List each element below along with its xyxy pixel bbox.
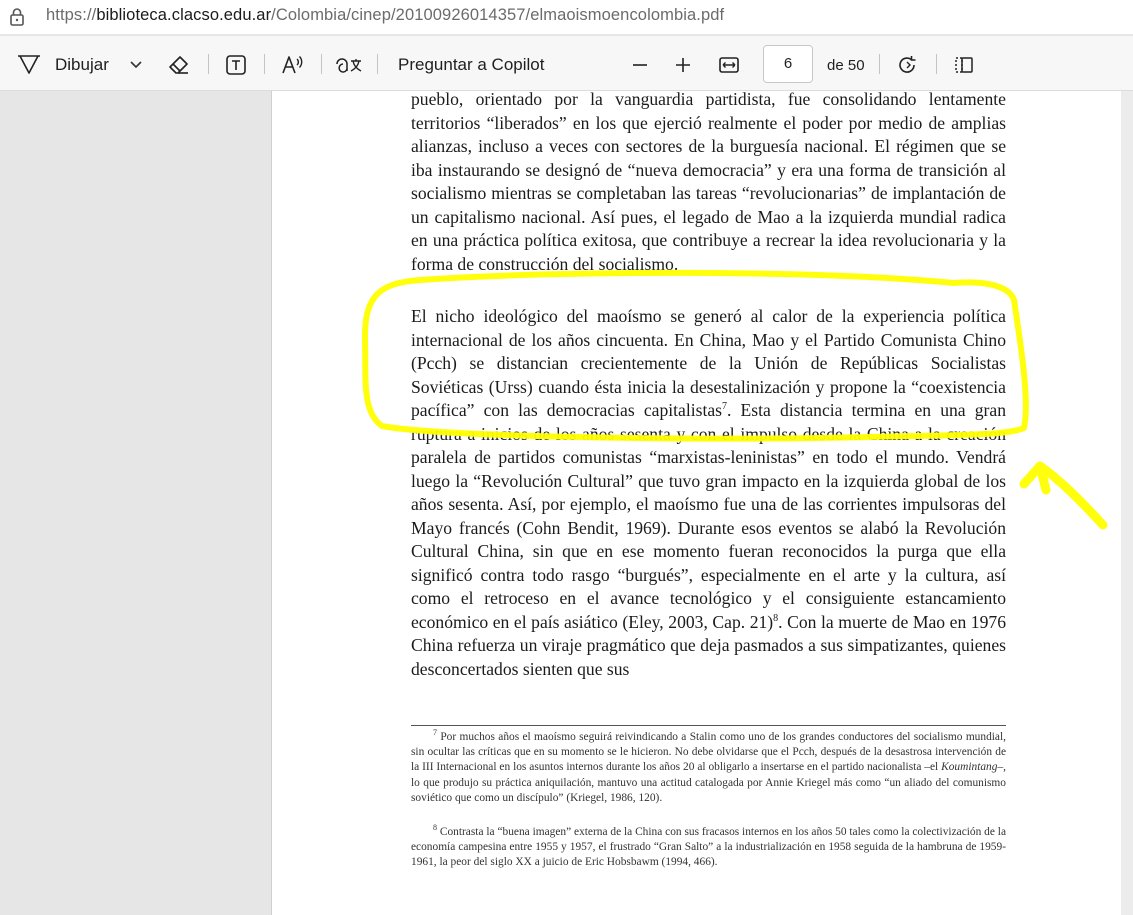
paragraph-2 — [411, 305, 1006, 681]
footnote-divider — [411, 725, 1006, 726]
draw-button-label[interactable]: Dibujar — [55, 55, 109, 74]
paragraph-1: pueblo, orientado por la vanguardia partidista, fue consolidando lentamente territorios “liberados” en los que ejerció realmente el poder por medio de amplias alianzas, incluso a veces con sectores de la burguesía nacional. El régimen que se iba instaurando se designó de “nueva democracia” y era una forma de transición al socialismo mientras se completaban las tareas “revolucionarias” de implantación de un capitalismo nacional. Así pues, el legado de Mao a la izquierda mundial radica en una práctica política exitosa, que contribuye a recrear la idea revolucionaria y la forma de construcción del socialismo. — [411, 89, 1006, 274]
url-path: /Colombia/cinep/20100926014357/elmaoismoencolombia.pdf — [271, 6, 725, 24]
paragraph-2-text-b: . Esta distancia termina en una gran ruptura a inicios de los años sesenta y con el impulso desde la China a la creación paralela de partidos comunistas “marxistas-leninistas” en todo el mundo. Vendrá luego la “Revolución Cultural” que tuvo gran impacto en la izquierda global de los años sesenta. Así, por ejemplo, el maoísmo fue una de las corrientes impulsoras del Mayo francés (Cohn Bendit, 1969). Durante esos eventos se alabó la Revolución Cultural China, sin que en ese momento fueran reconocidos la purga que ella significó contra todo rasgo “burgués”, especialmente en el arte y la cultura, así como el retroceso en el avance tecnológico y el consiguiente estancamiento económico en el país asiático (Eley, 2003, Cap. 21) — [411, 400, 1006, 632]
toolbar-separator — [208, 54, 209, 74]
url-prefix: https:// — [46, 6, 97, 24]
chevron-down-icon[interactable] — [126, 56, 146, 74]
footnote-7-number: 7 — [433, 728, 437, 738]
footnote-8-number: 8 — [433, 823, 437, 833]
rotate-icon[interactable] — [893, 51, 921, 79]
page-number-input[interactable]: 6 — [763, 45, 813, 83]
footnote-7 — [411, 730, 1006, 806]
toolbar-separator — [264, 54, 265, 74]
footnote-7-emphasis: Koumintang — [941, 761, 998, 774]
zoom-out-icon[interactable] — [626, 51, 654, 79]
lock-icon[interactable] — [8, 7, 26, 27]
pdf-page[interactable] — [271, 91, 1122, 915]
paragraph-2-text-c: . Con la muerte de Mao en 1976 China refuerza un viraje pragmático que deja pasmados a sus simpatizantes, quienes desconcertados sienten que sus — [411, 611, 1006, 679]
paragraph-2-text-a: El nicho ideológico del maoísmo se generó al calor de la experiencia política internacional de los años cincuenta. En China, Mao y el Partido Comunista Chino (Pcch) se distancian crecientemente de la Unión de Repúblicas Socialistas Soviéticas (Urss) cuando ésta inicia la desestalinización y propone la “coexistencia pacífica” con las democracias capitalistas — [411, 306, 1006, 420]
translate-icon[interactable] — [334, 51, 364, 79]
footnote-7-text-b: –, lo que produjo su práctica aniquilación, mantuvo una actitud catalogada por Annie Kriegel más como “un aliado del comunismo soviético que como un discípulo” (Kriegel, 1986, 120). — [411, 761, 1006, 804]
eraser-icon[interactable] — [165, 51, 193, 79]
read-aloud-icon[interactable] — [278, 51, 308, 79]
zoom-in-icon[interactable] — [669, 51, 697, 79]
fit-width-icon[interactable] — [715, 51, 743, 79]
footnote-ref-7[interactable]: 7 — [722, 401, 728, 413]
url-host: biblioteca.clacso.edu.ar — [96, 6, 272, 24]
footnote-7-text-a: Por muchos años el maoísmo seguirá reivindicando a Stalin como uno de los grandes conductores del socialismo mundial, sin ocultar las críticas que en su momento se le hicieron. No debe olvidarse que el Pcch, después de la desastrosa intervención de la III Internacional en los asuntos internos durante los años 20 al obligarlo a insertarse en el partido nacionalista –el — [411, 731, 1006, 774]
toolbar-separator — [879, 54, 880, 74]
footnote-8 — [411, 825, 1006, 871]
toolbar-separator — [321, 54, 322, 74]
pdf-toolbar — [0, 36, 1133, 91]
two-page-icon[interactable] — [950, 51, 978, 79]
scrollbar-track[interactable] — [1121, 91, 1133, 915]
footnote-ref-8[interactable]: 8 — [773, 612, 779, 624]
ask-copilot-button[interactable]: Preguntar a Copilot — [398, 55, 545, 74]
page-total-label: de 50 — [827, 57, 865, 74]
toolbar-separator — [936, 54, 937, 74]
toolbar-separator — [377, 54, 378, 74]
text-box-icon[interactable] — [222, 51, 250, 79]
draw-icon[interactable] — [14, 51, 44, 77]
url-text[interactable] — [46, 6, 724, 25]
footnote-8-text: Contrasta la “buena imagen” externa de la China con sus fracasos internos en los años 50 tales como la colectivización de la economía campesina entre 1955 y 1957, el frustrado “Gran Salto” a la industrialización en 1958 seguida de la hambruna de 1959-1961, la peor del siglo XX a juicio de Eric Hobsbawm (1994, 466). — [411, 826, 1006, 869]
address-bar[interactable] — [0, 0, 1133, 34]
